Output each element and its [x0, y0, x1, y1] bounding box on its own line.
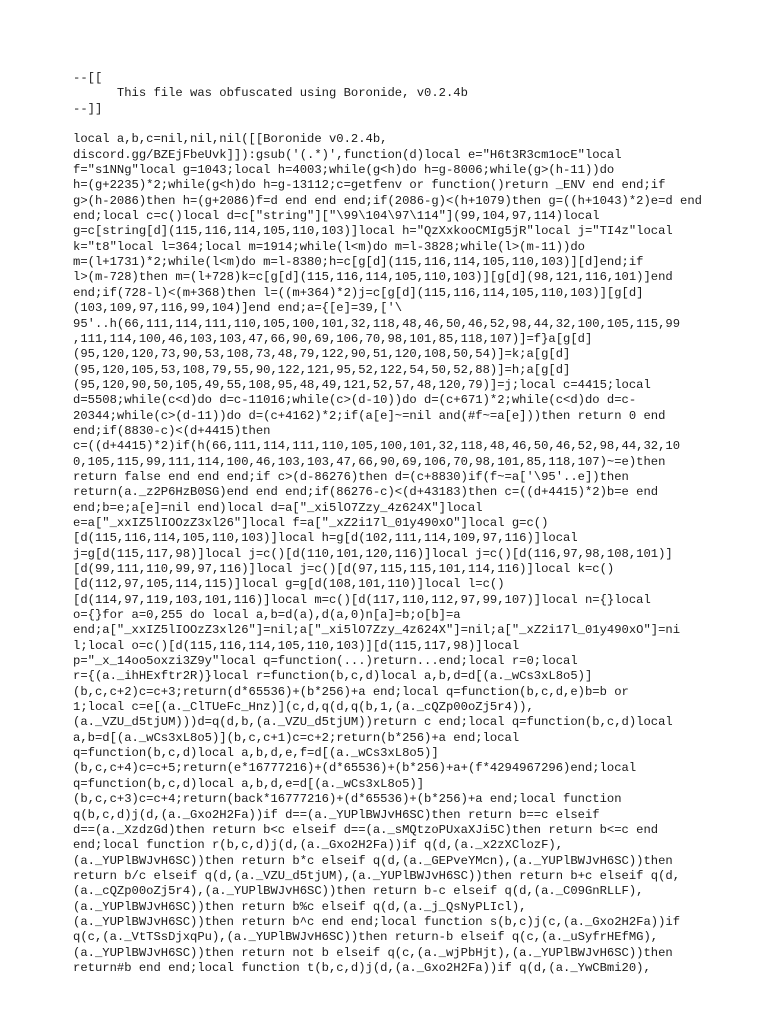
code-line: d==(a._XzdzGd)then return b<c elseif d==(a._sMQtzoPUxaXJi5C)then return b<=c end — [73, 822, 659, 837]
code-line: discord.gg/BZEjFbeUvk]]):gsub('(.*)',function(d)local e="H6t3R3cm1ocE"local — [73, 147, 622, 162]
code-line: 20344;while(c>(d-11))do d=(c+4162)*2;if(a[e]~=nil and(#f~=a[e]))then return 0 end — [73, 408, 666, 423]
code-line: (a._YUPlBWJvH6SC))then return b%c elseif q(d,(a._j_QsNyPLIcl), — [73, 899, 527, 914]
code-line: --[[ — [73, 71, 103, 85]
code-line: p="_x_14oo5oxzi3Z9y"local q=function(...)return...end;local r=0;local — [73, 654, 578, 669]
code-line: c=((d+4415)*2)if(h(66,111,114,111,110,105,100,101,32,118,48,46,50,46,52,98,44,32,10 — [73, 439, 681, 454]
code-line: (b,c,c+2)c=c+3;return(d*65536)+(b*256)+a end;local q=function(b,c,d,e)b=b or — [73, 684, 629, 699]
code-line: g=c[string[d](115,116,114,105,110,103)]local h="QzXxkooCMIg5jR"local j="TI4z"local — [73, 224, 673, 239]
code-line: end;local function r(b,c,d)j(d,(a._Gxo2H2Fa))if q(d,(a._x2zXClozF), — [73, 838, 564, 853]
code-line: [d(114,97,119,103,101,116)]local m=c()[d(117,110,112,97,99,107)]local n={}local — [73, 592, 651, 607]
code-line: q=function(b,c,d)local a,b,d,e,f=d[(a._wCs3xL8o5)] — [73, 746, 439, 761]
code-line: This file was obfuscated using Boronide, v0.2.4b — [73, 86, 468, 101]
code-line: end;if(728-l)<(m+368)then l=((m+364)*2)j=c[g[d](115,116,114,105,110,103)][g[d] — [73, 285, 644, 300]
code-line: k="t8"local l=364;local m=1914;while(l<m)do m=l-3828;while(l>(m-11))do — [73, 239, 585, 254]
code-line: [d(115,116,114,105,110,103)]local h=g[d(102,111,114,109,97,116)]local — [73, 531, 578, 546]
code-line: 0,105,115,99,111,114,100,46,103,103,47,66,90,69,106,70,98,101,85,118,107)~=e)then — [73, 454, 666, 469]
code-line: return false end end end;if c>(d-86276)then d=(c+8830)if(f~=a['\95'..e])then — [73, 469, 629, 484]
code-listing — [73, 71, 703, 976]
code-line: (a._YUPlBWJvH6SC))then return b^c end end;local function s(b,c)j(c,(a._Gxo2H2Fa))if — [73, 914, 681, 929]
code-line: [d(99,111,110,99,97,116)]local j=c()[d(97,115,115,101,114,116)]local k=c() — [73, 562, 615, 576]
code-line: q(b,c,d)j(d,(a._Gxo2H2Fa))if d==(a._YUPlBWJvH6SC)then return b==c elseif — [73, 807, 600, 822]
code-line: end;if(8830-c)<(d+4415)then — [73, 423, 271, 438]
code-line: (95,120,90,50,105,49,55,108,95,48,49,121,52,57,48,120,79)]=j;local c=4415;local — [73, 377, 651, 392]
code-line: a,b=d[(a._wCs3xL8o5)](b,c,c+1)c=c+2;return(b*256)+a end;local — [73, 730, 520, 745]
code-line: o={}for a=0,255 do local a,b=d(a),d(a,0)n[a]=b;o[b]=a — [73, 608, 461, 623]
code-line: (a._YUPlBWJvH6SC))then return not b elseif q(c,(a._wjPbHjt),(a._YUPlBWJvH6SC))then — [73, 945, 673, 960]
code-line: (a._VZU_d5tjUM)))d=q(d,b,(a._VZU_d5tjUM))return c end;local q=function(b,c,d)local — [73, 715, 673, 730]
code-line: 1;local c=e[(a._ClTUeFc_Hnz)](c,d,q(d,q(b,1,(a._cQZp00oZj5r4)), — [73, 700, 534, 715]
code-line: end;b=e;a[e]=nil end)local d=a["_xi5lO7Zzy_4z624X"]local — [73, 500, 483, 515]
code-line: local a,b,c=nil,nil,nil([[Boronide v0.2.4b, — [73, 132, 388, 147]
code-line: return(a._z2P6HzB0SG)end end end;if(86276-c)<(d+43183)then c=((d+4415)*2)b=e end — [73, 485, 659, 500]
code-line: (b,c,c+4)c=c+5;return(e*16777216)+(d*65536)+(b*256)+a+(f*4294967296)end;local — [73, 761, 637, 776]
code-line: (a._YUPlBWJvH6SC))then return b*c elseif q(d,(a._GEPveYMcn),(a._YUPlBWJvH6SC))then — [73, 853, 673, 868]
code-line: (95,120,105,53,108,79,55,90,122,121,95,52,122,54,50,52,88)]=h;a[g[d] — [73, 362, 571, 377]
code-line: 95'..h(66,111,114,111,110,105,100,101,32,118,48,46,50,46,52,98,44,32,100,105,115,99 — [73, 316, 681, 331]
code-line: l;local o=c()[d(115,116,114,105,110,103)][d(115,117,98)]local — [73, 638, 520, 653]
code-line: j=g[d(115,117,98)]local j=c()[d(110,101,120,116)]local j=c()[d(116,97,98,108,101)] — [73, 546, 673, 561]
code-line: l>(m-728)then m=(l+728)k=c[g[d](115,116,114,105,110,103)][g[d](98,121,116,101)]end — [73, 270, 673, 285]
code-line: end;a["_xxIZ5lIOOzZ3xl26"]=nil;a["_xi5lO7Zzy_4z624X"]=nil;a["_xZ2i17l_01y490xO"]=ni — [73, 623, 681, 638]
code-line: q(c,(a._VtTSsDjxqPu),(a._YUPlBWJvH6SC))then return-b elseif q(c,(a._uSyfrHEfMG), — [73, 930, 659, 945]
code-line: g>(h-2086)then h=(g+2086)f=d end end end;if(2086-g)<(h+1079)then g=((h+1043)*2)e=d end — [73, 193, 702, 208]
code-line: f="s1NNg"local g=1043;local h=4003;while(g<h)do h=g-8006;while(g>(h-11))do — [73, 163, 615, 178]
code-line: r={(a._ihHExftr2R)}local r=function(b,c,d)local a,b,d=d[(a._wCs3xL8o5)] — [73, 669, 593, 684]
code-line: d=5508;while(c<d)do d=c-11016;while(c>(d-10))do d=(c+671)*2;while(c<d)do d=c- — [73, 393, 637, 408]
code-line: (a._cQZp00oZj5r4),(a._YUPlBWJvH6SC))then return b-c elseif q(d,(a._C09GnRLLF), — [73, 884, 644, 899]
code-line: e=a["_xxIZ5lIOOzZ3xl26"]local f=a["_xZ2i17l_01y490xO"]local g=c() — [73, 515, 549, 530]
code-line: end;local c=c()local d=c["string"]["\99\104\97\114"](99,104,97,114)local — [73, 209, 600, 224]
code-line: h=(g+2235)*2;while(g<h)do h=g-13112;c=getfenv or function()return _ENV end end;if — [73, 178, 666, 193]
code-line: --]] — [73, 101, 103, 116]
code-line: (95,120,120,73,90,53,108,73,48,79,122,90,51,120,108,50,54)]=k;a[g[d] — [73, 347, 571, 362]
code-line: return b/c elseif q(d,(a._VZU_d5tjUM),(a._YUPlBWJvH6SC))then return b+c elseif q(d, — [73, 868, 681, 883]
code-line: (103,109,97,116,99,104)]end end;a={[e]=39,['\ — [73, 301, 403, 316]
code-line: q=function(b,c,d)local a,b,d,e=d[(a._wCs3xL8o5)] — [73, 776, 425, 791]
code-line: [d(112,97,105,114,115)]local g=g[d(108,101,110)]local l=c() — [73, 577, 505, 592]
code-line — [73, 117, 703, 132]
code-line: return#b end end;local function t(b,c,d)j(d,(a._Gxo2H2Fa))if q(d,(a._YwCBmi20), — [73, 960, 651, 975]
code-line: ,111,114,100,46,103,103,47,66,90,69,106,70,98,101,85,118,107)]=f}a[g[d] — [73, 331, 593, 346]
code-line: m=(l+1731)*2;while(l<m)do m=l-8380;h=c[g[d](115,116,114,105,110,103)][d]end;if — [73, 255, 644, 270]
code-line: (b,c,c+3)c=c+4;return(back*16777216)+(d*65536)+(b*256)+a end;local function — [73, 792, 622, 807]
